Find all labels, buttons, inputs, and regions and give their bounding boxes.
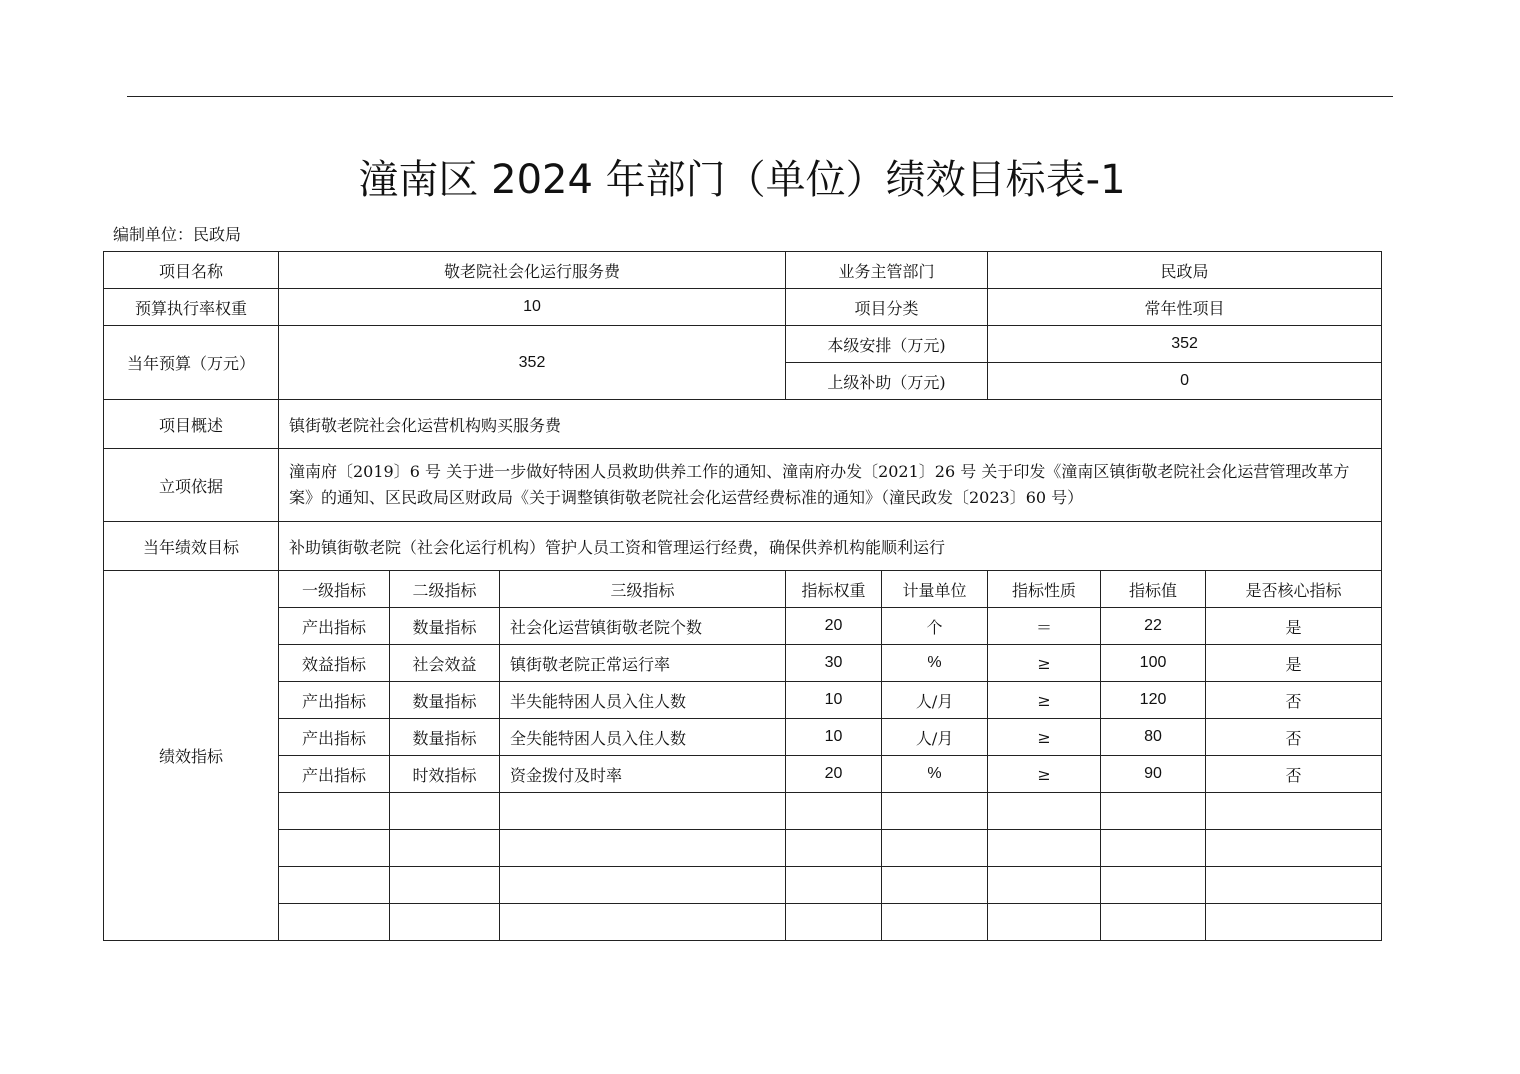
label-basis: 立项依据: [104, 449, 279, 522]
indicator-level1: 产出指标: [279, 719, 390, 756]
indicator-core: 否: [1206, 682, 1382, 719]
empty-cell: [988, 830, 1101, 867]
indicator-level1: 产出指标: [279, 608, 390, 645]
label-goal: 当年绩效目标: [104, 522, 279, 571]
value-local: 352: [988, 326, 1382, 363]
empty-cell: [279, 793, 390, 830]
indicator-nature: ≥: [988, 756, 1101, 793]
header-cell: 指标性质: [988, 571, 1101, 608]
value-budget-weight: 10: [279, 289, 786, 326]
table-row: [104, 449, 1382, 522]
indicator-value: 90: [1101, 756, 1206, 793]
value-budget: 352: [279, 326, 786, 400]
indicator-row: [104, 645, 1382, 682]
indicator-value: 100: [1101, 645, 1206, 682]
indicator-weight: 20: [786, 608, 882, 645]
label-project-name: 项目名称: [104, 252, 279, 289]
value-goal: 补助镇街敬老院（社会化运行机构）管护人员工资和管理运行经费，确保供养机构能顺利运行: [279, 522, 1382, 571]
empty-cell: [882, 904, 988, 941]
indicator-level2: 数量指标: [390, 682, 500, 719]
table-row: [104, 326, 1382, 363]
page-title: 潼南区 2024 年部门（单位）绩效目标表-1: [358, 157, 1126, 203]
indicator-level2: 社会效益: [390, 645, 500, 682]
empty-row: [104, 867, 1382, 904]
performance-table: [103, 251, 1382, 941]
indicator-value: 120: [1101, 682, 1206, 719]
indicator-level3: 全失能特困人员入住人数: [500, 719, 786, 756]
indicator-core: 是: [1206, 608, 1382, 645]
empty-cell: [988, 904, 1101, 941]
header-cell: 计量单位: [882, 571, 988, 608]
indicator-weight: 10: [786, 719, 882, 756]
empty-cell: [390, 793, 500, 830]
empty-cell: [279, 867, 390, 904]
indicator-nature: ≥: [988, 645, 1101, 682]
label-indicators: 绩效指标: [104, 571, 279, 941]
indicator-level3: 社会化运营镇街敬老院个数: [500, 608, 786, 645]
header-cell: 二级指标: [390, 571, 500, 608]
empty-cell: [500, 793, 786, 830]
indicator-level2: 数量指标: [390, 608, 500, 645]
empty-row: [104, 793, 1382, 830]
value-overview: 镇街敬老院社会化运营机构购买服务费: [279, 400, 1382, 449]
indicator-nature: ＝: [988, 608, 1101, 645]
indicator-unit: 个: [882, 608, 988, 645]
indicator-core: 是: [1206, 645, 1382, 682]
header-cell: 指标权重: [786, 571, 882, 608]
empty-cell: [279, 830, 390, 867]
header-cell: 一级指标: [279, 571, 390, 608]
empty-cell: [786, 830, 882, 867]
empty-cell: [786, 867, 882, 904]
empty-row: [104, 904, 1382, 941]
value-basis: 潼南府〔2019〕6 号 关于进一步做好特困人员救助供养工作的通知、潼南府办发〔2021〕26 号 关于印发《潼南区镇街敬老院社会化运营管理改革方案》的通知、区民政局区财政局《关于调整镇街敬老院社会化运营经费标准的通知》（潼民政发〔2023〕60 号）: [279, 449, 1382, 522]
value-upper: 0: [988, 363, 1382, 400]
indicator-value: 22: [1101, 608, 1206, 645]
empty-cell: [1206, 904, 1382, 941]
indicator-unit: 人/月: [882, 719, 988, 756]
indicator-nature: ≥: [988, 682, 1101, 719]
empty-cell: [988, 793, 1101, 830]
indicator-weight: 10: [786, 682, 882, 719]
top-rule: [127, 96, 1393, 97]
indicator-level1: 产出指标: [279, 682, 390, 719]
label-upper: 上级补助（万元): [786, 363, 988, 400]
empty-cell: [882, 867, 988, 904]
empty-cell: [1101, 867, 1206, 904]
indicator-level3: 半失能特困人员入住人数: [500, 682, 786, 719]
indicator-level2: 时效指标: [390, 756, 500, 793]
table-row: [104, 522, 1382, 571]
empty-cell: [882, 793, 988, 830]
indicator-header-row: [104, 571, 1382, 608]
value-dept: 民政局: [988, 252, 1382, 289]
indicator-row: [104, 719, 1382, 756]
header-cell: 是否核心指标: [1206, 571, 1382, 608]
label-dept: 业务主管部门: [786, 252, 988, 289]
empty-cell: [1101, 793, 1206, 830]
indicator-row: [104, 608, 1382, 645]
table-row: [104, 252, 1382, 289]
indicator-row: [104, 682, 1382, 719]
indicator-weight: 30: [786, 645, 882, 682]
indicator-level2: 数量指标: [390, 719, 500, 756]
table-row: [104, 400, 1382, 449]
indicator-unit: %: [882, 645, 988, 682]
indicator-row: [104, 756, 1382, 793]
indicator-unit: %: [882, 756, 988, 793]
label-budget-weight: 预算执行率权重: [104, 289, 279, 326]
value-project-name: 敬老院社会化运行服务费: [279, 252, 786, 289]
label-category: 项目分类: [786, 289, 988, 326]
label-local: 本级安排（万元): [786, 326, 988, 363]
empty-cell: [1206, 830, 1382, 867]
empty-cell: [390, 904, 500, 941]
empty-cell: [500, 904, 786, 941]
empty-cell: [500, 830, 786, 867]
label-budget: 当年预算（万元）: [104, 326, 279, 400]
indicator-weight: 20: [786, 756, 882, 793]
empty-cell: [279, 904, 390, 941]
empty-cell: [786, 793, 882, 830]
value-category: 常年性项目: [988, 289, 1382, 326]
label-overview: 项目概述: [104, 400, 279, 449]
table-row: [104, 289, 1382, 326]
empty-cell: [1206, 867, 1382, 904]
empty-cell: [1101, 904, 1206, 941]
indicator-unit: 人/月: [882, 682, 988, 719]
indicator-level3: 资金拨付及时率: [500, 756, 786, 793]
indicator-value: 80: [1101, 719, 1206, 756]
empty-cell: [988, 867, 1101, 904]
indicator-level1: 产出指标: [279, 756, 390, 793]
indicator-core: 否: [1206, 719, 1382, 756]
indicator-nature: ≥: [988, 719, 1101, 756]
empty-cell: [500, 867, 786, 904]
indicator-level1: 效益指标: [279, 645, 390, 682]
header-cell: 指标值: [1101, 571, 1206, 608]
empty-cell: [390, 867, 500, 904]
empty-cell: [1206, 793, 1382, 830]
indicator-level3: 镇街敬老院正常运行率: [500, 645, 786, 682]
empty-cell: [1101, 830, 1206, 867]
empty-cell: [786, 904, 882, 941]
empty-cell: [882, 830, 988, 867]
empty-row: [104, 830, 1382, 867]
empty-cell: [390, 830, 500, 867]
header-cell: 三级指标: [500, 571, 786, 608]
indicator-core: 否: [1206, 756, 1382, 793]
org-unit: 编制单位：民政局: [113, 225, 242, 244]
